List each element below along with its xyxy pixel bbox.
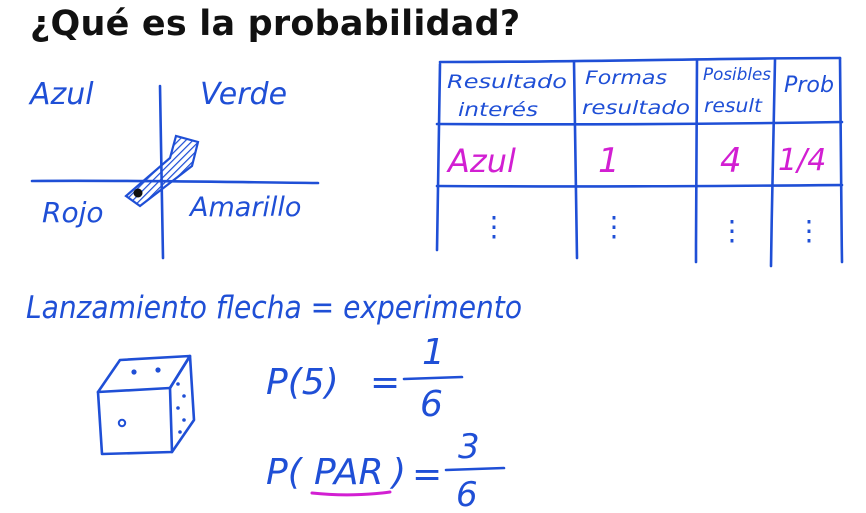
formula-p5-fraction-bar: [404, 377, 462, 379]
page-title: ¿Qué es la probabilidad?: [30, 4, 521, 44]
cell-prob-value: 1/4: [778, 143, 827, 178]
ellipsis-col-3: ⋮: [795, 214, 823, 247]
header-resultado-line2: interés: [458, 99, 539, 121]
formula-p5-numerator: 1: [422, 332, 445, 373]
spinner-pivot-icon: [134, 189, 143, 198]
die-front-face: [98, 388, 172, 454]
header-posibles-line2: result: [704, 95, 764, 117]
formula-ppar-fraction-bar: [446, 468, 504, 470]
quadrant-label-rojo: Rojo: [42, 196, 104, 229]
ellipsis-col-1: ⋮: [600, 210, 628, 243]
table-row-divider: [437, 185, 842, 186]
ellipsis-col-2: ⋮: [718, 214, 746, 247]
table-header-divider: [437, 122, 842, 124]
header-prob: Prob: [784, 73, 834, 98]
formula-ppar-denominator: 6: [456, 475, 478, 513]
formula-ppar-suffix: ): [392, 452, 407, 493]
die-top-face: [98, 356, 190, 392]
formula-p5-lhs: P(5): [266, 362, 339, 403]
formula-ppar-prefix: P(: [266, 452, 302, 493]
die-icon: [98, 356, 194, 454]
quadrant-label-azul: Azul: [30, 77, 94, 112]
header-resultado-line1: Resultado: [447, 71, 567, 93]
cell-posibles-value: 4: [720, 141, 742, 181]
formula-ppar-numerator: 3: [458, 427, 480, 467]
header-posibles-line1: Posibles: [703, 65, 772, 85]
table-col-line-0: [437, 64, 440, 250]
table-col-line-4: [840, 58, 842, 262]
spinner-horizontal-axis: [32, 181, 318, 183]
cell-resultado-azul: Azul: [448, 142, 516, 180]
formula-ppar-equals: =: [412, 454, 443, 495]
table-top-border: [440, 58, 840, 62]
formula-p5-denominator: 6: [420, 384, 443, 425]
table-col-line-2: [696, 60, 697, 262]
formula-ppar-event: PAR: [314, 452, 384, 493]
ellipsis-col-0: ⋮: [480, 210, 508, 243]
experiment-label: Lanzamiento flecha = experimento: [26, 290, 522, 326]
formula-p5-equals: =: [370, 362, 401, 403]
table-col-line-1: [574, 62, 577, 258]
die-side-face: [170, 356, 194, 452]
quadrant-label-verde: Verde: [200, 77, 288, 112]
cell-formas-value: 1: [598, 141, 620, 181]
header-formas-line2: resultado: [582, 97, 690, 119]
table-col-line-3: [771, 60, 775, 266]
quadrant-label-amarillo: Amarillo: [190, 192, 302, 223]
header-formas-line1: Formas: [585, 67, 668, 89]
